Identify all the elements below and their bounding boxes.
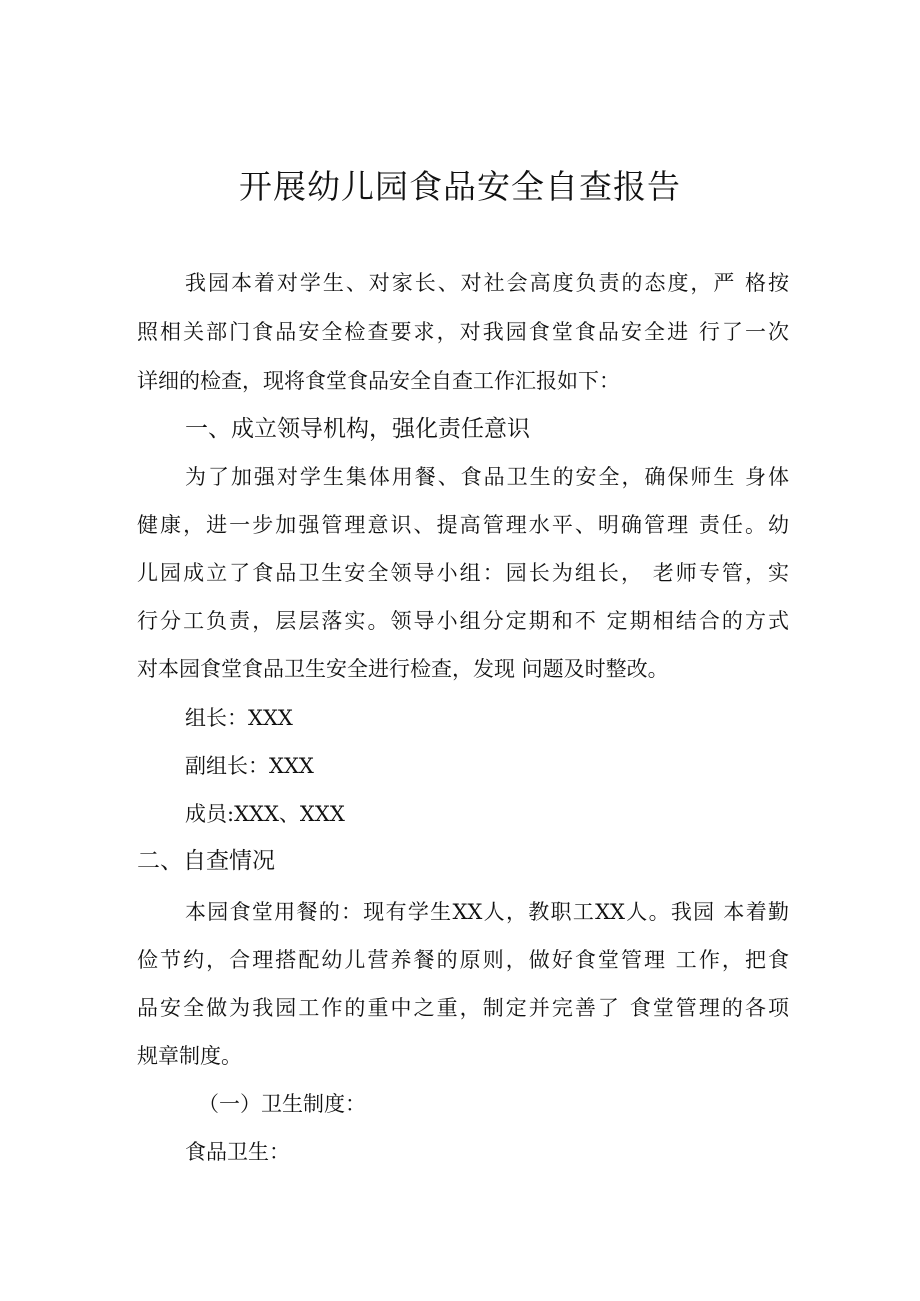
intro-line-3: 详细的检查，现将食堂食品安全自查工作汇报如下： <box>137 369 620 393</box>
leader-line: 组长：XXX <box>185 706 293 730</box>
hygiene-subheading: （一）卫生制度： <box>198 1092 366 1116</box>
section2-heading: 二、自查情况 <box>137 848 275 874</box>
section2-line-4: 规章制度。 <box>137 1044 242 1068</box>
section2-line-2: 俭节约，合理搭配幼儿营养餐的原则，做好食堂管理 工作，把食 <box>137 948 789 972</box>
section2-line-3: 品安全做为我园工作的重中之重，制定并完善了 食堂管理的各项 <box>137 996 789 1020</box>
section1-line-2: 健康，进一步加强管理意识、提高管理水平、明确管理 责任。幼 <box>137 513 789 537</box>
intro-line-2: 照相关部门食品安全检查要求，对我园食堂食品安全进 行了一次 <box>137 320 789 344</box>
document-title: 开展幼儿园食品安全自查报告 <box>239 167 681 206</box>
section1-line-5: 对本园食堂食品卫生安全进行检查，发现 问题及时整改。 <box>137 657 669 681</box>
food-hygiene-item: 食品卫生： <box>185 1140 290 1164</box>
section1-line-1: 为了加强对学生集体用餐、食品卫生的安全，确保师生 身体 <box>185 465 789 489</box>
section1-heading: 一、成立领导机构，强化责任意识 <box>185 416 530 442</box>
section1-line-4: 行分工负责，层层落实。领导小组分定期和不 定期相结合的方式 <box>137 609 789 633</box>
intro-line-1: 我园本着对学生、对家长、对社会高度负责的态度，严 格按 <box>185 271 789 295</box>
section2-line-1: 本园食堂用餐的：现有学生XX人，教职工XX人。我园 本着勤 <box>185 900 789 924</box>
deputy-line: 副组长：XXX <box>185 754 314 778</box>
section1-line-3: 儿园成立了食品卫生安全领导小组：园长为组长， 老师专管，实 <box>137 561 789 585</box>
members-line: 成员:XXX、XXX <box>185 802 345 826</box>
